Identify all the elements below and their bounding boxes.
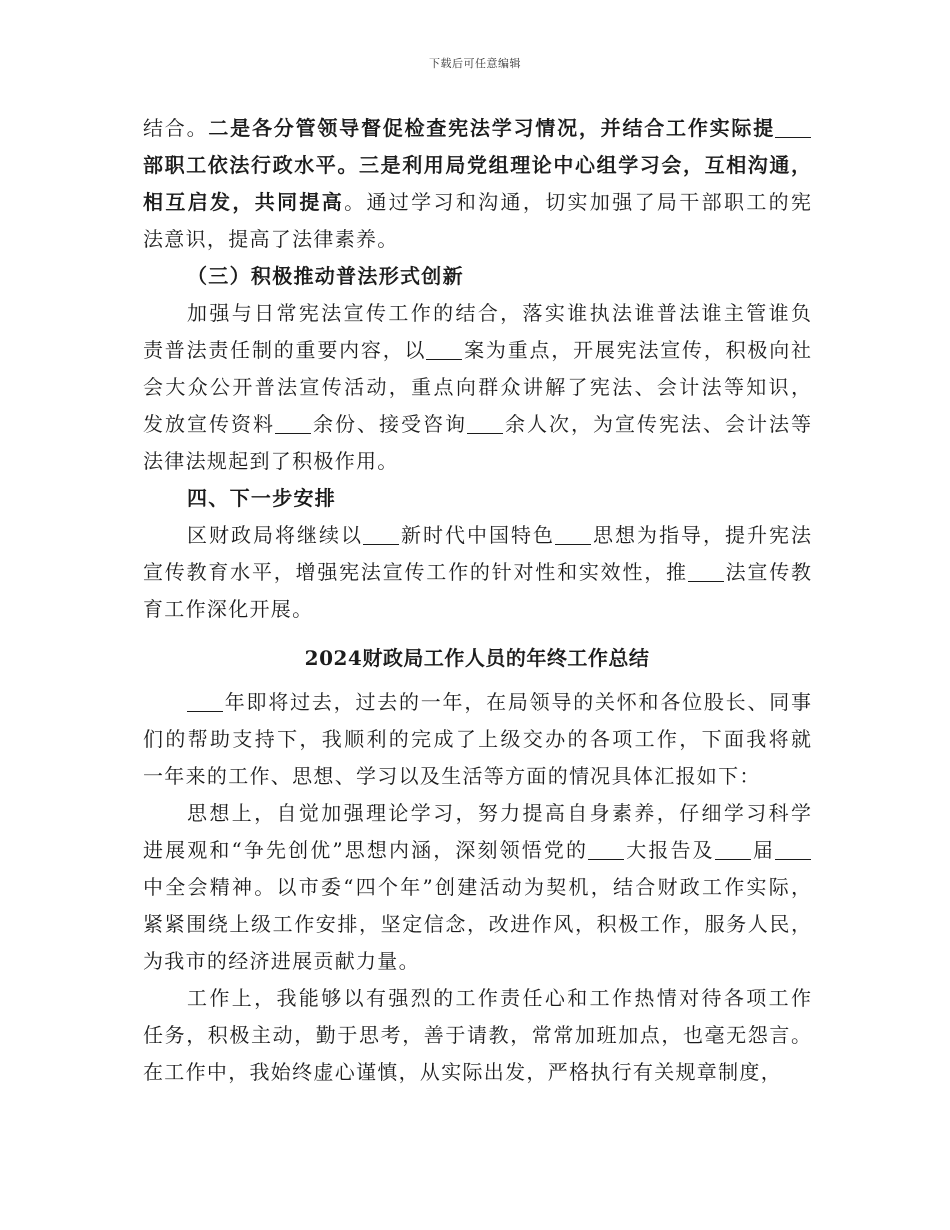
text-line: 们的帮助支持下，我顺利的完成了上级交办的各项工作，下面我将就 <box>143 727 811 751</box>
text-line: 相互启发，共同提高。通过学习和沟通，切实加强了局干部职工的宪 <box>143 190 811 214</box>
text-line: 在工作中，我始终虚心谨慎，从实际出发，严格执行有关规章制度， <box>143 1060 782 1084</box>
document-title: 2024财政局工作人员的年终工作总结 <box>304 646 650 670</box>
text-line: 发放宣传资料 余份、接受咨询 余人次，为宣传宪法、会计法等 <box>143 412 811 436</box>
text-line: 法意识，提高了法律素养。 <box>143 227 399 251</box>
page-header: 下载后可任意编辑 <box>429 57 521 70</box>
text-line: 区财政局将继续以 新时代中国特色 思想为指导，提升宪法 <box>187 523 811 547</box>
text-line: 一年来的工作、思想、学习以及生活等方面的情况具体汇报如下： <box>143 764 761 788</box>
text-line: 会大众公开普法宣传活动，重点向群众讲解了宪法、会计法等知识， <box>143 375 811 399</box>
text-line: 责普法责任制的重要内容，以 案为重点，开展宪法宣传，积极向社 <box>143 338 811 362</box>
blank-underline <box>775 117 811 138</box>
text-line: 任务，积极主动，勤于思考，善于请教，常常加班加点，也毫无怨言。 <box>143 1023 811 1047</box>
text-line: 思想上，自觉加强理论学习，努力提高自身素养，仔细学习科学 <box>187 801 811 825</box>
document-body <box>143 110 811 1091</box>
text-line: 进展观和“争先创优”思想内涵，深刻领悟党的 大报告及 届 <box>143 832 811 869</box>
text-line: 结合。二是各分管领导督促检查宪法学习情况，并结合工作实际提 <box>143 110 811 147</box>
text-line: 加强与日常宪法宣传工作的结合，落实谁执法谁普法谁主管谁负 <box>187 301 811 325</box>
text-line: 紧紧围绕上级工作安排，坚定信念，改进作风，积极工作，服务人民， <box>143 912 811 936</box>
text-line: 部职工依法行政水平。三是利用局党组理论中心组学习会，互相沟通， <box>143 153 811 177</box>
text-line: 中全会精神。以市委“四个年”创建活动为契机，结合财政工作实际， <box>143 875 811 899</box>
text-line: 法律法规起到了积极作用。 <box>143 449 399 473</box>
text-line: 育工作深化开展。 <box>143 597 314 621</box>
section-heading: 四、下一步安排 <box>187 486 337 510</box>
section-heading: （三）积极推动普法形式创新 <box>187 264 464 288</box>
text-line: 年即将过去，过去的一年，在局领导的关怀和各位股长、同事 <box>143 684 811 721</box>
text-line: 宣传教育水平，增强宪法宣传工作的针对性和实效性，推 法宣传教 <box>143 560 811 584</box>
text-line: 工作上，我能够以有强烈的工作责任心和工作热情对待各项工作 <box>187 986 811 1010</box>
text-line: 为我市的经济进展贡献力量。 <box>143 949 420 973</box>
